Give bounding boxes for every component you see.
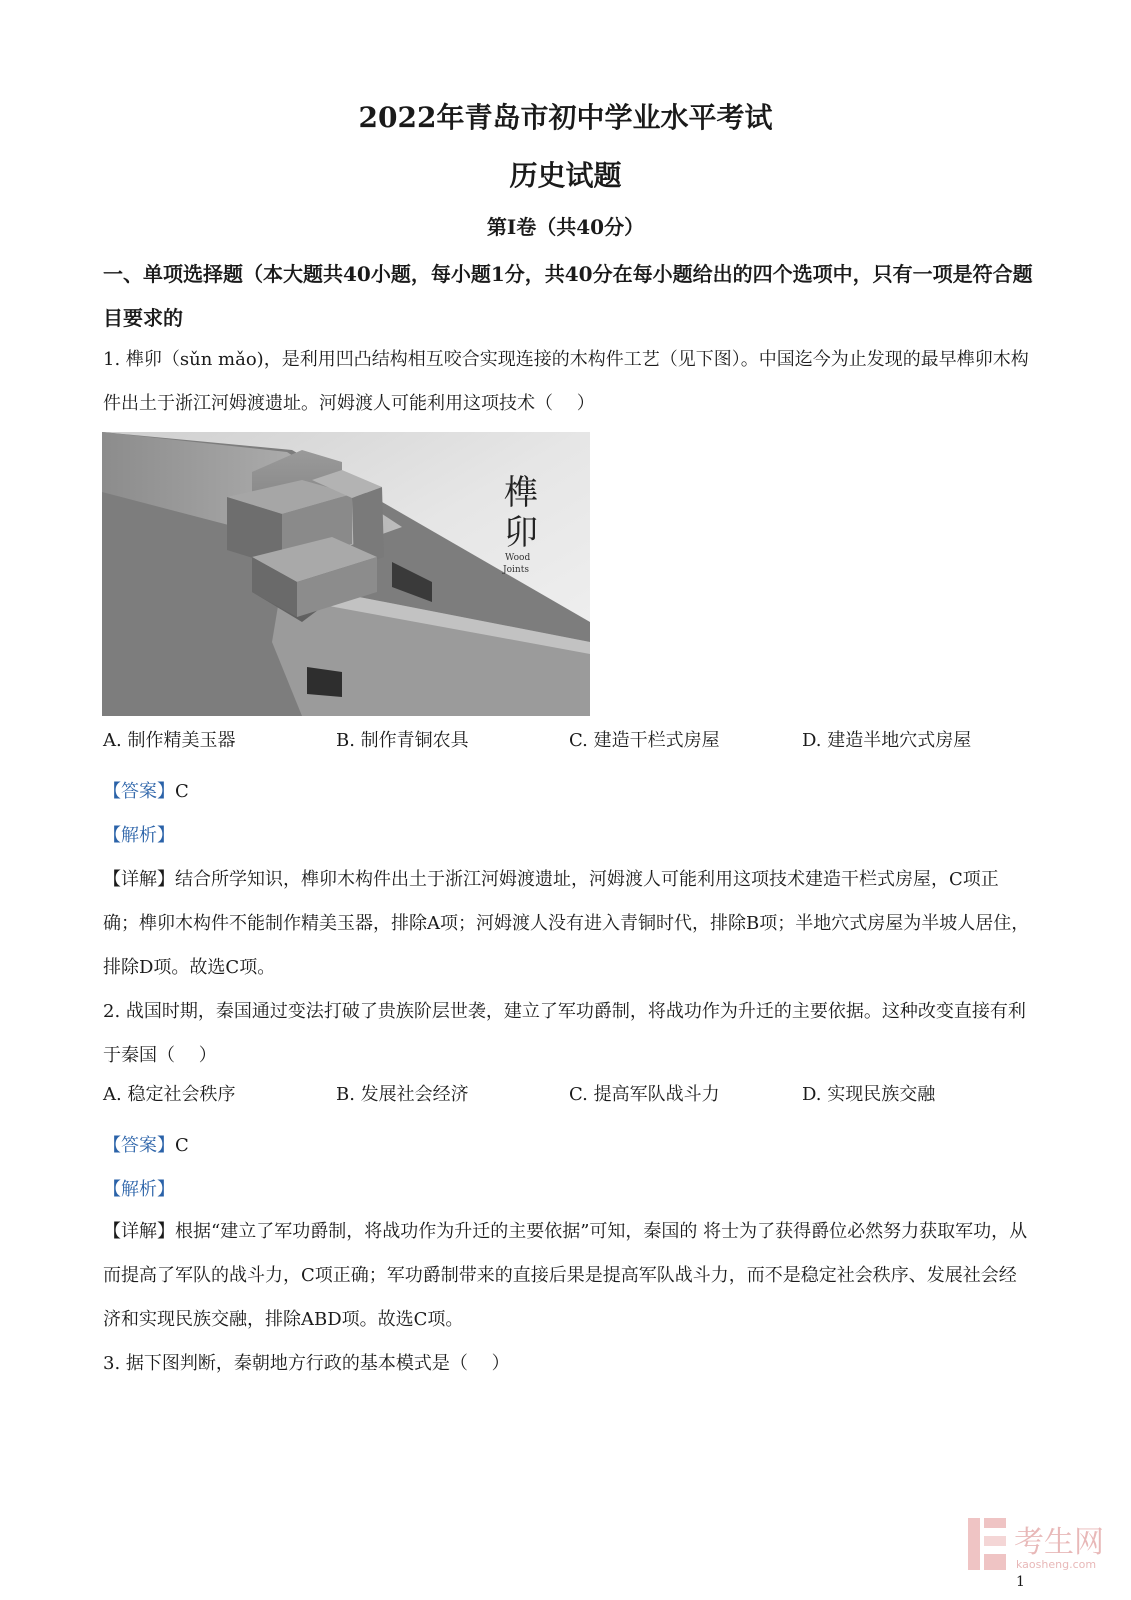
exam-title: 2022年青岛市初中学业水平考试 — [358, 101, 773, 134]
question-1-stem: 1. 榫卯（sǔn mǎo)，是利用凹凸结构相互咬合实现连接的木构件工艺（见下图）。中国迄今为止发现的最早榫卯木构件出土于浙江河姆渡遗址。河姆渡人可能利用这项技术（ ） — [103, 349, 1029, 414]
watermark-url: kaosheng.com — [1016, 1558, 1097, 1571]
q1-detail — [103, 858, 1033, 990]
detail-tag: 【详解】 — [103, 1221, 175, 1242]
figure-caption-en-1: Wood — [505, 553, 531, 563]
q1-answer — [103, 770, 1033, 814]
question-1-options — [103, 726, 1033, 754]
volume-heading: 第Ⅰ卷（共40分） — [486, 215, 645, 239]
section-heading: 一、单项选择题（本大题共40小题，每小题1分，共40分在每小题给出的四个选项中，只有一项是符合题目要求的 — [103, 262, 1033, 330]
question-3-stem: 3. 据下图判断，秦朝地方行政的基本模式是（ ） — [103, 1353, 510, 1374]
q1-option-c: C. 建造干栏式房屋 — [569, 730, 720, 751]
detail-tag: 【详解】 — [103, 869, 175, 890]
question-2-options — [103, 1080, 1033, 1108]
q1-option-b: B. 制作青铜农具 — [336, 730, 469, 751]
page-number: 1 — [1016, 1574, 1025, 1590]
figure-caption-en-2: Joints — [503, 565, 529, 575]
q2-detail — [103, 1210, 1033, 1342]
q1-option-d: D. 建造半地穴式房屋 — [802, 730, 972, 751]
q2-answer — [103, 1124, 1033, 1168]
figure-caption-cn-1: 榫 — [504, 473, 538, 513]
q2-option-d: D. 实现民族交融 — [802, 1084, 936, 1105]
q1-option-a: A. 制作精美玉器 — [103, 730, 236, 751]
answer-value: C — [175, 1135, 189, 1156]
answer-tag: 【答案】 — [103, 1135, 175, 1156]
detail-text: 根据“建立了军功爵制，将战功作为升迁的主要依据”可知，秦国的 将士为了获得爵位必然努力获取军功，从而提高了军队的战斗力，C项正确；军功爵制带来的直接后果是提高军队战斗力，而不是稳定社会秩序、发展社会经济和实现民族交融，排除ABD项。故选C项。 — [103, 1221, 1028, 1330]
q2-option-b: B. 发展社会经济 — [336, 1084, 469, 1105]
watermark-logo — [962, 1510, 1122, 1580]
q2-option-c: C. 提高军队战斗力 — [569, 1084, 720, 1105]
q1-analysis-tag: 【解析】 — [103, 825, 175, 846]
answer-value: C — [175, 781, 189, 802]
figure-caption-cn-2: 卯 — [504, 513, 538, 553]
watermark-icon — [962, 1510, 1122, 1580]
watermark-text: 考生网 — [1014, 1525, 1104, 1560]
mortise-tenon-figure — [102, 432, 590, 716]
detail-text: 结合所学知识，榫卯木构件出土于浙江河姆渡遗址，河姆渡人可能利用这项技术建造干栏式房屋，C项正确；榫卯木构件不能制作精美玉器，排除A项；河姆渡人没有进入青铜时代，排除B项；半地穴式房屋为半坡人居住，排除D项。故选C项。 — [103, 869, 1030, 978]
answer-tag: 【答案】 — [103, 781, 175, 802]
q2-option-a: A. 稳定社会秩序 — [103, 1084, 236, 1105]
exam-subtitle: 历史试题 — [509, 159, 622, 192]
q2-analysis-tag: 【解析】 — [103, 1179, 175, 1200]
question-2-stem: 2. 战国时期，秦国通过变法打破了贵族阶层世袭，建立了军功爵制，将战功作为升迁的主要依据。这种改变直接有利于秦国（ ） — [103, 1001, 1026, 1066]
mortise-tenon-photo — [102, 432, 590, 716]
